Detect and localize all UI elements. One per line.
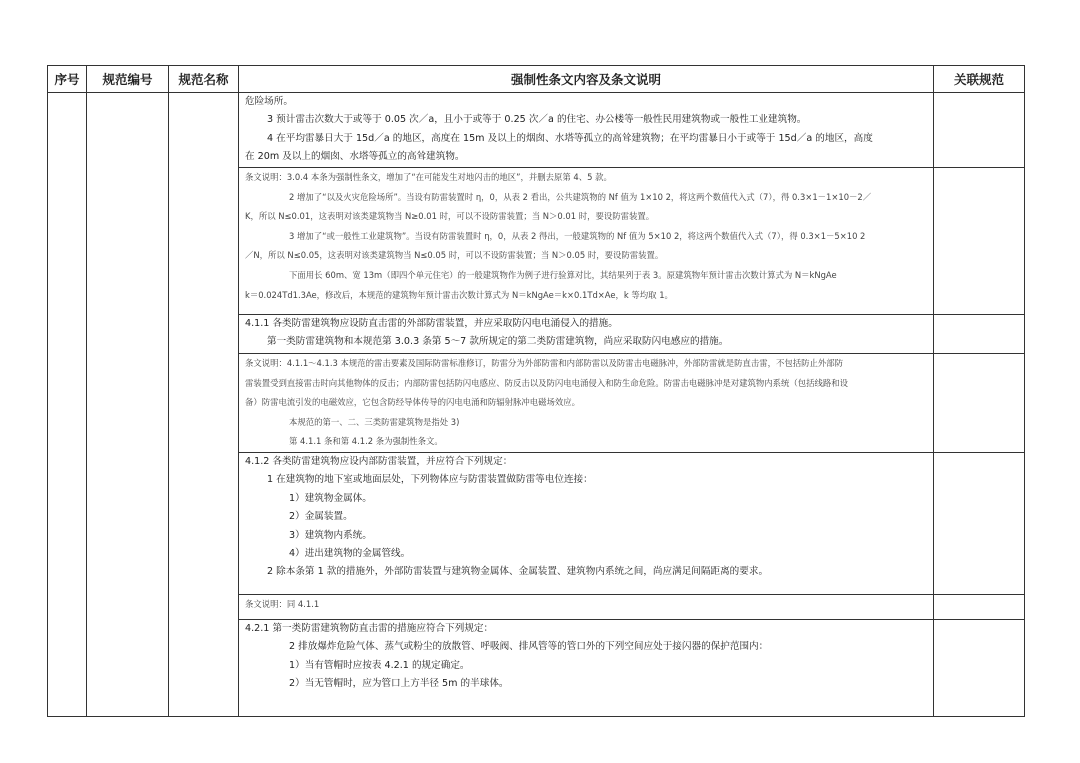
content-line: 危险场所。 (245, 96, 293, 107)
content-line: 2 增加了“以及火灾危险场所”。当设有防雷装置时 η，0，从表 2 看出，公共建筑物的 Nf 值为 1×10 2，将这两个数值代入式（7），得 0.3×1－1×10－2／ (289, 191, 872, 202)
content-line: 条文说明：3.0.4 本条为强制性条文，增加了“在可能发生对地闪击的地区”，并删去原第 4、5 款。 (245, 172, 612, 182)
code-cell (87, 93, 169, 717)
content-line: 在 20m 及以上的烟囱、水塔等孤立的高耸建筑物。 (245, 151, 465, 163)
content-line: 下面用长 60m、宽 13m（即四个单元住宅）的一般建筑物作为例子进行验算对比，其结果列于表 3。原建筑物年预计雷击次数计算式为 N＝kNgAe (289, 269, 837, 280)
content-cell (239, 315, 934, 354)
header-code: 规范编号 (87, 66, 169, 93)
related-cell (934, 168, 1025, 315)
related-cell (934, 93, 1025, 168)
content-line: 第 4.1.1 条和第 4.1.2 条为强制性条文。 (289, 436, 443, 447)
content-line: ／N，所以 N≤0.05，这表明对该类建筑物当 N≤0.05 时，可以不设防雷装置；当 N＞0.05 时，要设防雷装置。 (245, 250, 664, 261)
content-cell (239, 354, 934, 453)
related-cell (934, 594, 1025, 619)
content-line: 1）当有管帽时应按表 4.2.1 的规定确定。 (289, 659, 470, 671)
content-line: 2 除本条第 1 款的措施外，外部防雷装置与建筑物金属体、金属装置、建筑物内系统之间，尚应满足间隔距离的要求。 (267, 566, 769, 578)
content-line: 2）金属装置。 (289, 511, 353, 523)
index-cell (48, 93, 87, 717)
content-line: 3 预计雷击次数大于或等于 0.05 次／a，且小于或等于 0.25 次／a 的住宅、办公楼等一般性民用建筑物或一般性工业建筑物。 (267, 114, 807, 126)
related-cell (934, 315, 1025, 354)
content-line: 条文说明：同 4.1.1 (245, 598, 320, 609)
table-row (48, 93, 1025, 168)
spec-table (47, 65, 1025, 717)
content-line: 1 在建筑物的地下室或地面层处，下列物体应与防雷装置做防雷等电位连接： (267, 474, 593, 486)
content-cell (239, 452, 934, 594)
content-cell (239, 619, 934, 716)
content-line: 雷装置受到直接雷击时向其他物体的反击；内部防雷包括防闪电感应、防反击以及防闪电电涌侵入和防生命危险。防雷击电磁脉冲是对建筑物内系统（包括线路和设 (245, 377, 848, 388)
name-cell (169, 93, 239, 717)
content-line: 4.1.1 各类防雷建筑物应设防直击雷的外部防雷装置，并应采取防闪电电涌侵入的措施。 (245, 318, 618, 329)
header-content: 强制性条文内容及条文说明 (239, 66, 934, 93)
content-line: k＝0.024Td1.3Ae，修改后，本规范的建筑物年预计雷击次数计算式为 N＝kNgAe＝k×0.1Td×Ae，k 等均取 1。 (245, 289, 673, 300)
content-cell (239, 594, 934, 619)
content-line: 3 增加了“或一般性工业建筑物”。当设有防雷装置时 η，0，从表 2 得出，一般建筑物的 Nf 值为 5×10 2，将这两个数值代入式（7），得 0.3×1－5×10 2 (289, 230, 866, 241)
content-line: 2）当无管帽时，应为管口上方半径 5m 的半球体。 (289, 678, 509, 690)
header-row (48, 66, 1025, 93)
content-line: K，所以 N≤0.01，这表明对该类建筑物当 N≥0.01 时，可以不设防雷装置；当 N＞0.01 时，要设防雷装置。 (245, 211, 655, 222)
header-name: 规范名称 (169, 66, 239, 93)
content-line: 1）建筑物金属体。 (289, 492, 372, 504)
content-line: 条文说明：4.1.1～4.1.3 本规范的雷击要素及国际防雷标准修订，防雷分为外部防雷和内部防雷以及防雷击电磁脉冲，外部防雷就是防直击雷，不包括防止外部防 (245, 358, 844, 368)
content-line: 4）进出建筑物的金属管线。 (289, 548, 411, 559)
related-cell (934, 452, 1025, 594)
header-related: 关联规范 (934, 66, 1025, 93)
related-cell (934, 619, 1025, 716)
content-cell (239, 93, 934, 168)
content-line: 4.2.1 第一类防雷建筑物防直击雷的措施应符合下列规定： (245, 622, 494, 634)
content-line: 4 在平均雷暴日大于 15d／a 的地区，高度在 15m 及以上的烟囱、水塔等孤立的高耸建筑物；在平均雷暴日小于或等于 15d／a 的地区，高度 (267, 132, 873, 144)
content-line: 第一类防雷建筑物和本规范第 3.0.3 条第 5～7 款所规定的第二类防雷建筑物，尚应采取防闪电感应的措施。 (267, 336, 729, 348)
content-line: 2 排放爆炸危险气体、蒸气或粉尘的放散管、呼吸阀、排风管等的管口外的下列空间应处于接闪器的保护范围内： (289, 641, 769, 653)
header-index: 序号 (48, 66, 87, 93)
related-cell (934, 354, 1025, 453)
content-line: 本规范的第一、二、三类防雷建筑物是指处 3) (289, 416, 460, 427)
content-line: 3）建筑物内系统。 (289, 529, 372, 541)
spec-table-page (47, 65, 1024, 698)
content-line: 4.1.2 各类防雷建筑物应设内部防雷装置，并应符合下列规定： (245, 455, 513, 467)
content-cell (239, 168, 934, 315)
content-line: 备）防雷电流引发的电磁效应，它包含防经导体传导的闪电电涌和防辐射脉冲电磁场效应。 (245, 397, 580, 408)
